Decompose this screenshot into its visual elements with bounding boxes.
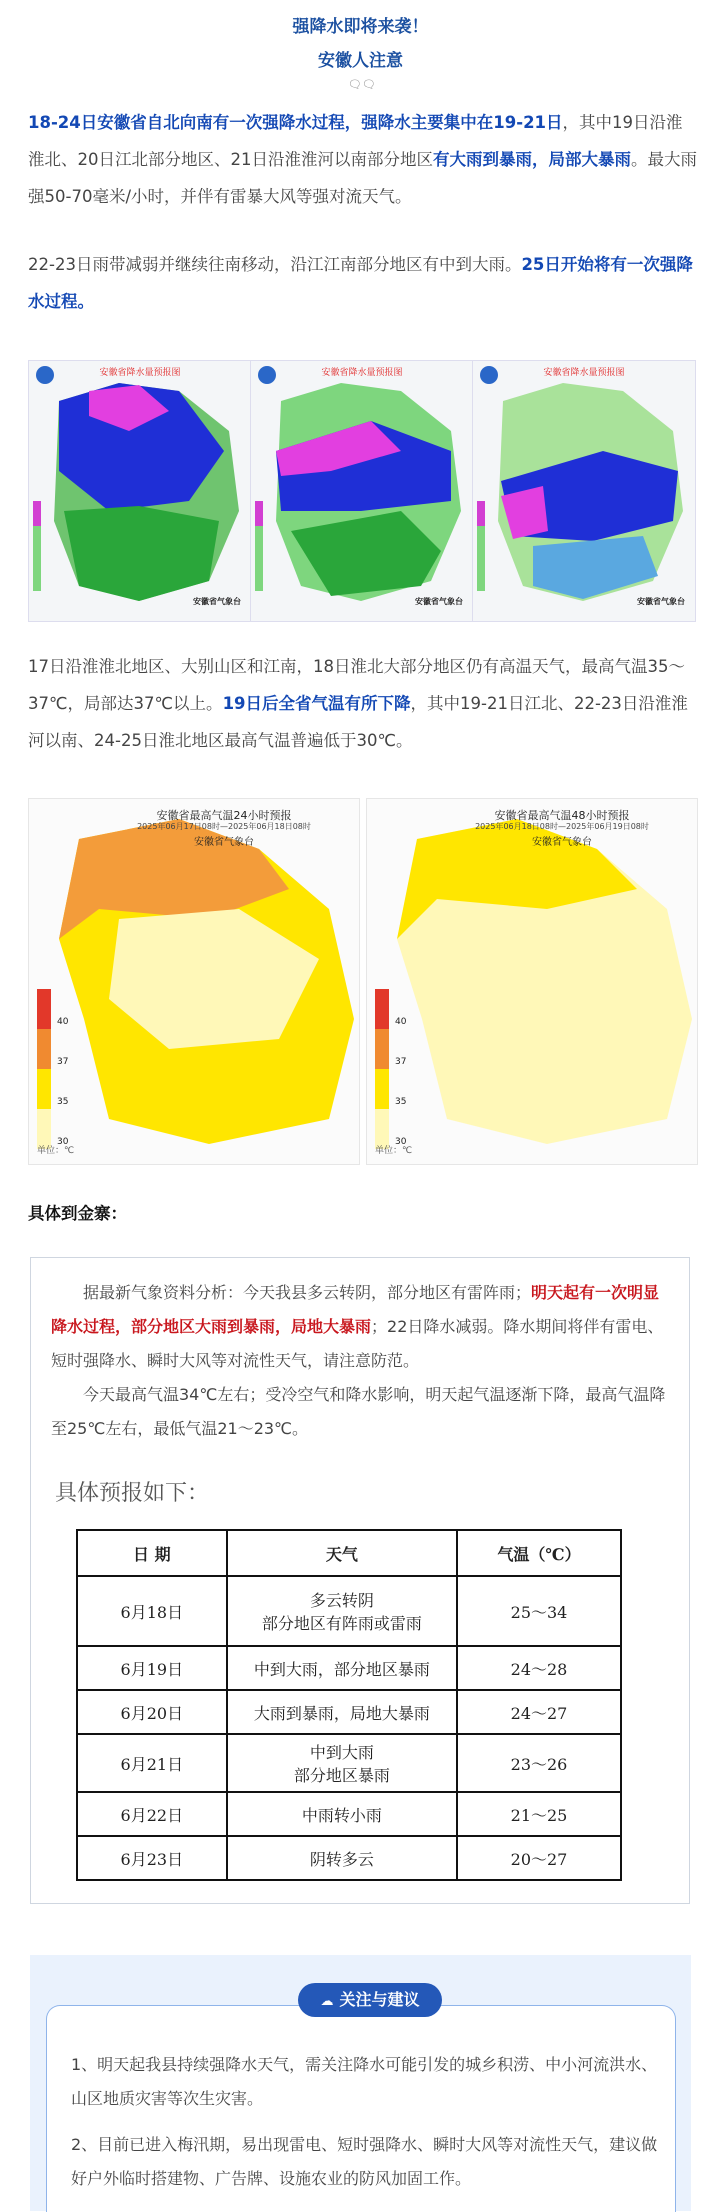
local-rain-paragraph bbox=[51, 1276, 671, 1378]
temp-map-title: 安徽省最高气温48小时预报 bbox=[494, 809, 630, 822]
tips-title-badge bbox=[298, 1983, 442, 2017]
rain-map-org: 安徽省气象台 bbox=[637, 597, 685, 606]
rain-trend-text: 22-23日雨带减弱并继续往南移动，沿江江南部分地区有中到大雨。 bbox=[28, 255, 522, 274]
temp-forecast-map-48h bbox=[366, 798, 698, 1165]
local-rain-highlight: 明天起有一次明显降水过程，部分地区大雨到暴雨，局地大暴雨 bbox=[51, 1283, 660, 1336]
table-row bbox=[77, 1792, 621, 1836]
row-temp: 20～27 bbox=[457, 1836, 621, 1880]
rain-regions-text: ，其中19日沿淮淮北、20日江北部分地区、21日沿淮淮河以南部分地区 bbox=[28, 113, 683, 169]
weather-line: 中到大雨 bbox=[309, 1743, 374, 1762]
temp-map-title: 安徽省最高气温24小时预报 bbox=[156, 809, 292, 822]
rain-map-org: 安徽省气象台 bbox=[415, 597, 463, 606]
rain-forecast-map-2 bbox=[250, 360, 474, 622]
page-title: 强降水即将来袭！ bbox=[292, 17, 429, 37]
rain-summary-paragraph bbox=[28, 104, 698, 215]
row-temp: 24～27 bbox=[457, 1690, 621, 1734]
legend-label: 30 bbox=[395, 1137, 407, 1147]
row-weather: 阴转多云 bbox=[227, 1836, 457, 1880]
row-date: 6月21日 bbox=[77, 1734, 227, 1792]
row-date: 6月23日 bbox=[77, 1836, 227, 1880]
section-title: 具体到金寨： bbox=[28, 1204, 127, 1223]
next-rain-highlight: 25日开始将有一次强降水过程。 bbox=[28, 255, 693, 311]
column-header-temp: 气温（℃） bbox=[457, 1530, 621, 1576]
row-weather: 中雨转小雨 bbox=[227, 1792, 457, 1836]
rain-rate-text: 。最大雨强50-70毫米/小时，并伴有雷暴大风等强对流天气。 bbox=[28, 150, 697, 206]
row-temp: 25～34 bbox=[457, 1576, 621, 1646]
rain-trend-paragraph bbox=[28, 246, 698, 320]
page-subtitle: 安徽人注意 bbox=[318, 51, 403, 71]
temp-drop-highlight: 19日后全省气温有所下降 bbox=[222, 694, 411, 713]
legend-label: 37 bbox=[395, 1057, 407, 1067]
row-weather: 大雨到暴雨，局地大暴雨 bbox=[227, 1690, 457, 1734]
table-row bbox=[77, 1690, 621, 1734]
legend-label: 40 bbox=[57, 1017, 69, 1027]
column-header-date: 日 期 bbox=[77, 1530, 227, 1576]
local-today-text: 据最新气象资料分析：今天我县多云转阴，部分地区有雷阵雨； bbox=[83, 1283, 532, 1302]
local-rain-detail: ；22日降水减弱。降水期间将伴有雷电、短时强降水、瞬时大风等对流性天气，请注意防范。 bbox=[51, 1317, 664, 1370]
weather-line: 部分地区暴雨 bbox=[293, 1766, 390, 1785]
table-row bbox=[77, 1576, 621, 1646]
rain-map-title: 安徽省降水量预报图 bbox=[543, 368, 625, 378]
table-row bbox=[77, 1734, 621, 1792]
row-weather: 中到大雨，部分地区暴雨 bbox=[227, 1646, 457, 1690]
temp-map-org: 安徽省气象台 bbox=[194, 837, 254, 848]
legend-label: 40 bbox=[395, 1017, 407, 1027]
rain-map-title: 安徽省降水量预报图 bbox=[321, 368, 403, 378]
row-temp: 21～25 bbox=[457, 1792, 621, 1836]
temperature-paragraph bbox=[28, 648, 698, 759]
row-temp: 23～26 bbox=[457, 1734, 621, 1792]
rain-map-graphic bbox=[29, 361, 251, 621]
weather-line: 部分地区有阵雨或雷雨 bbox=[261, 1614, 422, 1633]
rain-intensity-highlight: 有大雨到暴雨，局部大暴雨 bbox=[433, 150, 631, 169]
temp-map-unit: 单位：℃ bbox=[37, 1146, 75, 1156]
temp-legend bbox=[37, 989, 69, 1149]
rain-forecast-map-3 bbox=[472, 360, 696, 622]
rain-map-title: 安徽省降水量预报图 bbox=[99, 368, 181, 378]
temp-map-org: 安徽省气象台 bbox=[532, 837, 592, 848]
local-temp-paragraph: 今天最高气温34℃左右；受冷空气和降水影响，明天起气温逐渐下降，最高气温降至25℃左右，最低气温21～23℃。 bbox=[51, 1385, 666, 1438]
table-header-row bbox=[77, 1530, 621, 1576]
legend-label: 35 bbox=[57, 1097, 69, 1107]
table-row bbox=[77, 1646, 621, 1690]
temp-map-period: 2025年06月17日08时—2025年06月18日08时 bbox=[137, 822, 311, 831]
rain-period-highlight: 18-24日安徽省自北向南有一次强降水过程，强降水主要集中在19-21日 bbox=[28, 113, 563, 132]
temp-map-graphic bbox=[367, 799, 697, 1164]
legend-label: 35 bbox=[395, 1097, 407, 1107]
weather-line: 多云转阴 bbox=[309, 1591, 374, 1610]
tips-title: 关注与建议 bbox=[339, 1990, 420, 2009]
rain-map-graphic bbox=[251, 361, 473, 621]
speech-bubbles-icon: 🗨🗨 bbox=[348, 78, 376, 91]
rain-map-graphic bbox=[473, 361, 695, 621]
table-row bbox=[77, 1836, 621, 1880]
temp-forecast-map-24h bbox=[28, 798, 360, 1165]
row-date: 6月18日 bbox=[77, 1576, 227, 1646]
forecast-table bbox=[76, 1529, 622, 1881]
row-date: 6月19日 bbox=[77, 1646, 227, 1690]
forecast-heading: 具体预报如下： bbox=[55, 1481, 210, 1506]
temp-map-unit: 单位：℃ bbox=[375, 1146, 413, 1156]
heat-text: 17日沿淮淮北地区、大别山区和江南，18日淮北大部分地区仍有高温天气，最高气温35～37℃，局部达37℃以上。 bbox=[28, 657, 685, 713]
tips-card bbox=[46, 2005, 676, 2212]
tips-section bbox=[30, 1955, 691, 2211]
row-weather bbox=[227, 1576, 457, 1646]
temp-map-graphic bbox=[29, 799, 359, 1164]
cloud-icon: ☁ bbox=[320, 1994, 334, 2009]
tip-item: 2、目前已进入梅汛期，易出现雷电、短时强降水、瞬时大风等对流性天气，建议做好户外临时搭建物、广告牌、设施农业的防风加固工作。 bbox=[71, 2135, 658, 2188]
row-temp: 24～28 bbox=[457, 1646, 621, 1690]
row-date: 6月20日 bbox=[77, 1690, 227, 1734]
temp-regions-text: ，其中19-21日江北、22-23日沿淮淮河以南、24-25日淮北地区最高气温普遍低于30℃。 bbox=[28, 694, 688, 750]
legend-label: 37 bbox=[57, 1057, 69, 1067]
column-header-weather: 天气 bbox=[227, 1530, 457, 1576]
temp-map-period: 2025年06月18日08时—2025年06月19日08时 bbox=[475, 822, 649, 831]
tip-item: 1、明天起我县持续强降水天气，需关注降水可能引发的城乡积涝、中小河流洪水、山区地质灾害等次生灾害。 bbox=[71, 2055, 658, 2108]
rain-forecast-map-1 bbox=[28, 360, 252, 622]
temp-legend bbox=[375, 989, 407, 1149]
legend-label: 30 bbox=[57, 1137, 69, 1147]
rain-map-org: 安徽省气象台 bbox=[193, 597, 241, 606]
row-date: 6月22日 bbox=[77, 1792, 227, 1836]
row-weather bbox=[227, 1734, 457, 1792]
